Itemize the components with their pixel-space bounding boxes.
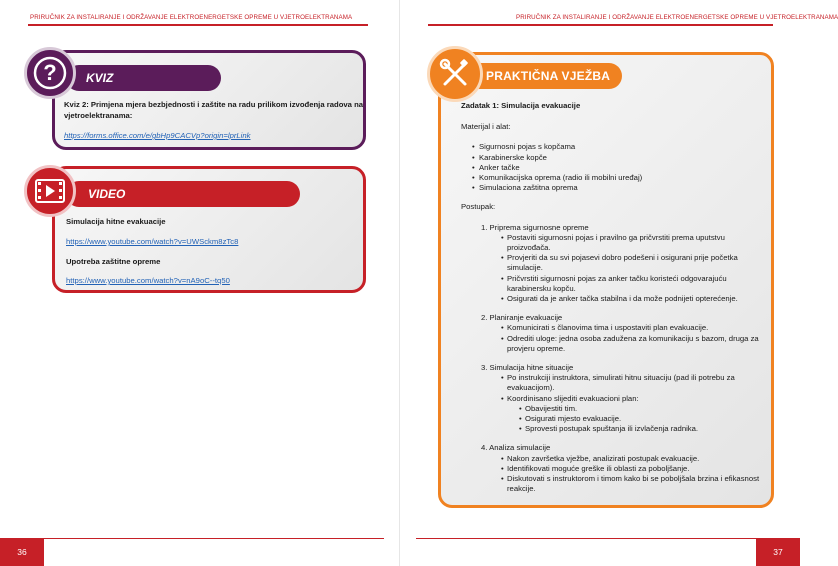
list-item: • Provjeriti da su svi pojasevi dobro podešeni i osigurani prije početka simulacije. xyxy=(461,253,761,273)
video-link-2[interactable]: https://www.youtube.com/watch?v=nA9oC--tq50 xyxy=(66,276,230,285)
list-item: • Pričvrstiti sigurnosni pojas za anker tačku koristeći odgovarajuću karabinersku kopču. xyxy=(461,274,761,294)
list-item: • Diskutovati s instruktorom i timom kako bi se poboljšala brzina i efikasnost reakcije. xyxy=(461,474,761,494)
kviz-title: KVIZ xyxy=(66,65,221,91)
wrench-screwdriver-icon xyxy=(427,46,483,102)
step-list xyxy=(461,323,761,354)
play-film-icon xyxy=(24,165,76,217)
video-label-2: Upotreba zaštitne opreme xyxy=(66,257,161,266)
list-item: • Obavijestiti tim. xyxy=(461,404,761,414)
video-link-1[interactable]: https://www.youtube.com/watch?v=UWSckm8zTc8 xyxy=(66,237,239,246)
page-number: 37 xyxy=(756,538,800,566)
step-list xyxy=(461,233,761,304)
step-title: 3. Simulacija hitne situacije xyxy=(481,363,574,373)
right-page xyxy=(400,0,838,566)
step-title: 2. Planiranje evakuacije xyxy=(481,313,563,323)
question-mark-icon xyxy=(24,47,76,99)
list-item: • Osigurati mjesto evakuacije. xyxy=(461,414,761,424)
prakticna-content xyxy=(461,101,761,495)
prakticna-title: PRAKTIČNA VJEŽBA xyxy=(466,63,622,89)
list-item: • Po instrukciji instruktora, simulirati hitnu situaciju (pad ili potrebu za evakuacijom). xyxy=(461,373,761,393)
left-page xyxy=(0,0,400,566)
step-list xyxy=(461,454,761,495)
list-item: • Karabinerske kopče xyxy=(461,153,761,163)
list-item: • Komunikacijska oprema (radio ili mobilni uređaj) xyxy=(461,173,761,183)
zadatak-title: Zadatak 1: Simulacija evakuacije xyxy=(461,101,581,110)
list-item: • Sprovesti postupak spuštanja ili izvlačenja radnika. xyxy=(461,424,761,434)
step-title: 4. Analiza simulacije xyxy=(481,443,551,453)
list-item: • Nakon završetka vježbe, analizirati postupak evakuacije. xyxy=(461,454,761,464)
step-list xyxy=(461,373,761,434)
video-label-1: Simulacija hitne evakuacije xyxy=(66,217,166,226)
materijal-list xyxy=(461,142,761,193)
page-number: 36 xyxy=(0,538,44,566)
footer-rule xyxy=(44,538,384,539)
list-item: • Sigurnosni pojas s kopčama xyxy=(461,142,761,152)
footer-rule xyxy=(416,538,756,539)
header-rule xyxy=(428,24,773,26)
list-item: • Simulaciona zaštitna oprema xyxy=(461,183,761,193)
list-item: • Identifikovati moguće greške ili oblasti za poboljšanje. xyxy=(461,464,761,474)
kviz-description: Kviz 2: Primjena mjera bezbjednosti i zaštite na radu prilikom izvođenja radova na vjetroelektranama: xyxy=(64,100,364,120)
list-item: • Postaviti sigurnosni pojas i pravilno ga pričvrstiti prema uputstvu proizvođača. xyxy=(461,233,761,253)
svg-text:?: ? xyxy=(43,60,57,85)
step-title: 1. Priprema sigurnosne opreme xyxy=(481,222,589,232)
list-item: • Anker tačke xyxy=(461,163,761,173)
running-header: PRIRUČNIK ZA INSTALIRANJE I ODRŽAVANJE ELEKTROENERGETSKE OPREME U VJETROELEKTRANAMA xyxy=(30,14,353,21)
list-item: • Koordinisano slijediti evakuacioni plan: xyxy=(461,394,761,404)
list-item: • Odrediti uloge: jedna osoba zadužena za komunikaciju s bazom, druga za provjeru opreme. xyxy=(461,334,761,354)
materijal-label: Materijal i alat: xyxy=(461,122,511,132)
video-title: VIDEO xyxy=(66,181,300,207)
postupak-label: Postupak: xyxy=(461,202,496,212)
list-item: • Komunicirati s članovima tima i uspostaviti plan evakuacije. xyxy=(461,323,761,333)
header-rule xyxy=(28,24,368,26)
list-item: • Osigurati da je anker tačka stabilna i da može podnijeti opterećenje. xyxy=(461,294,761,304)
kviz-link[interactable]: https://forms.office.com/e/gbHp9CACVp?origin=lprLink xyxy=(64,131,251,140)
running-header: PRIRUČNIK ZA INSTALIRANJE I ODRŽAVANJE ELEKTROENERGETSKE OPREME U VJETROELEKTRANAMA xyxy=(516,14,838,21)
